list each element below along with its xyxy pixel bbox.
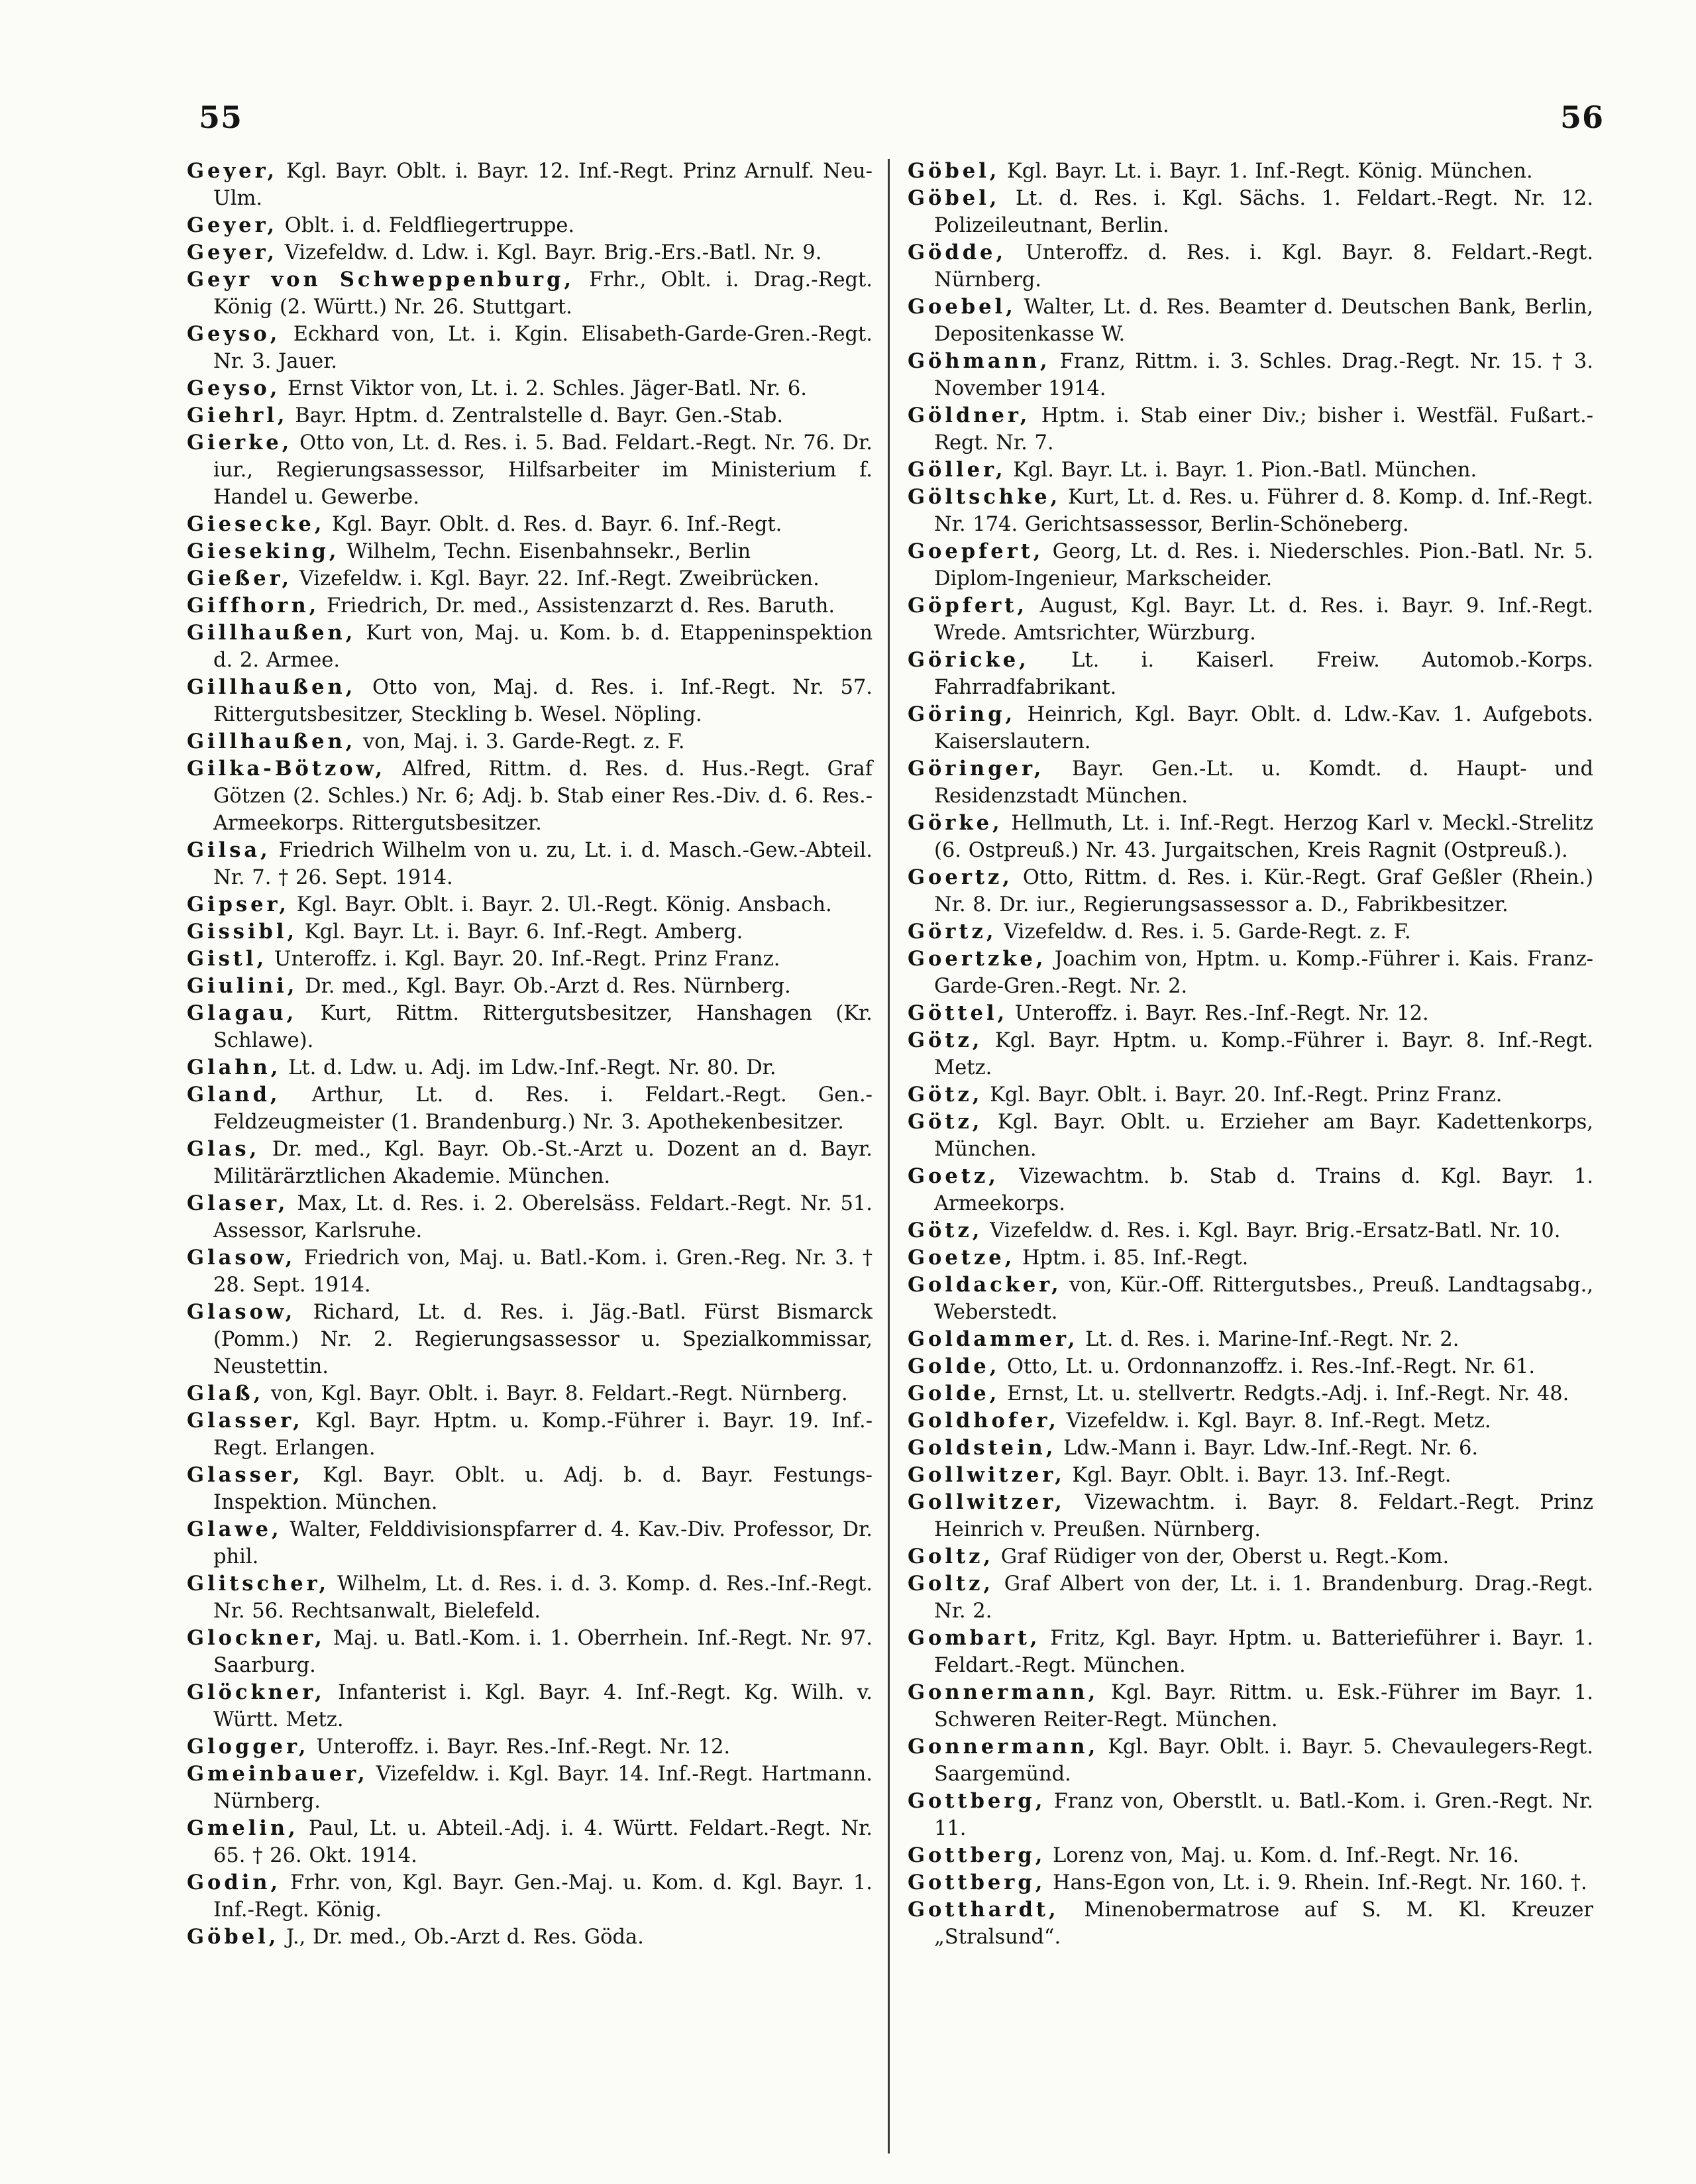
list-item [187, 1136, 873, 1190]
entry-name: Glaser, [187, 1191, 289, 1215]
entry-name: Göbel, [908, 159, 1000, 183]
entry-details: Unteroffz. i. Kgl. Bayr. 20. Inf.-Regt. Prinz Franz. [267, 948, 780, 971]
entry-details: Fritz, Kgl. Bayr. Hptm. u. Batterieführer i. Bayr. 1. Feldart.-Regt. München. [934, 1627, 1593, 1677]
entry-name: Giffhorn, [187, 594, 320, 618]
entry-details: Ernst Viktor von, Lt. i. 2. Schles. Jäger-Batl. Nr. 6. [280, 377, 807, 400]
list-item [908, 647, 1593, 701]
entry-details: Unteroffz. d. Res. i. Kgl. Bayr. 8. Feldart.-Regt. Nürnberg. [934, 241, 1593, 292]
list-item [908, 294, 1593, 348]
entry-name: Gillhaußen, [187, 675, 356, 699]
entry-details: Bayr. Gen.-Lt. u. Komdt. d. Haupt- und Residenzstadt München. [934, 757, 1593, 808]
entry-details: Franz von, Oberstlt. u. Batl.-Kom. i. Gren.-Regt. Nr. 11. [934, 1790, 1593, 1840]
entry-name: Gistl, [187, 947, 268, 971]
list-item [908, 348, 1593, 402]
list-item [908, 402, 1593, 457]
list-item [187, 1244, 873, 1299]
entry-details: Arthur, Lt. d. Res. i. Feldart.-Regt. Gen.-Feldzeugmeister (1. Brandenburg.) Nr. 3. Apothekenbesitzer. [213, 1083, 873, 1134]
entry-details: Kgl. Bayr. Oblt. u. Erzieher am Bayr. Kadettenkorps, München. [934, 1111, 1593, 1161]
entry-name: Gotthardt, [908, 1898, 1059, 1922]
list-item [187, 891, 873, 918]
entry-name: Göhmann, [908, 349, 1051, 373]
list-item [908, 484, 1593, 538]
entry-details: Hans-Egon von, Lt. i. 9. Rhein. Inf.-Regt. Nr. 160. †. [1045, 1871, 1587, 1894]
entry-name: Göricke, [908, 648, 1030, 672]
entry-name: Götz, [908, 1219, 983, 1242]
column-left [187, 158, 873, 1951]
entry-details: Kgl. Bayr. Oblt. i. Bayr. 5. Chevaulegers-Regt. Saargemünd. [934, 1735, 1593, 1786]
entry-name: Geyr von Schweppenburg, [187, 268, 575, 292]
entry-details: Kgl. Bayr. Hptm. u. Komp.-Führer i. Bayr. 8. Inf.-Regt. Metz. [934, 1029, 1593, 1079]
entry-details: Vizefeldw. i. Kgl. Bayr. 14. Inf.-Regt. Hartmann. Nürnberg. [213, 1763, 873, 1813]
entry-details: Otto von, Lt. d. Res. i. 5. Bad. Feldart.-Regt. Nr. 76. Dr. iur., Regierungsassessor, Hilfsarbeiter im Ministerium f. Handel u. Gewerbe. [213, 431, 873, 509]
list-item [908, 755, 1593, 810]
entry-details: Lt. d. Res. i. Marine-Inf.-Regt. Nr. 2. [1078, 1328, 1459, 1351]
list-item [908, 701, 1593, 755]
list-item [908, 1027, 1593, 1081]
entry-name: Gmeinbauer, [187, 1762, 368, 1786]
entry-details: Alfred, Rittm. d. Res. d. Hus.-Regt. Graf Götzen (2. Schles.) Nr. 6; Adj. b. Stab einer Res.-Div. d. 6. Res.-Armeekorps. Rittergutsbesitzer. [213, 757, 873, 835]
entry-details: Ernst, Lt. u. stellvertr. Redgts.-Adj. i. Inf.-Regt. Nr. 48. [1000, 1382, 1569, 1405]
list-item [187, 973, 873, 1000]
entry-details: Franz, Rittm. i. 3. Schles. Drag.-Regt. Nr. 15. † 3. November 1914. [934, 350, 1593, 400]
entry-name: Gland, [187, 1083, 281, 1107]
entry-name: Glasow, [187, 1246, 296, 1270]
entry-details: Walter, Felddivisionspfarrer d. 4. Kav.-Div. Professor, Dr. phil. [213, 1518, 873, 1568]
entry-details: Hptm. i. Stab einer Div.; bisher i. Westfäl. Fußart.-Regt. Nr. 7. [934, 404, 1593, 455]
list-item [187, 239, 873, 266]
entry-name: Goertz, [908, 865, 1013, 889]
list-item [908, 1217, 1593, 1244]
entry-details: Lt. i. Kaiserl. Freiw. Automob.-Korps. Fahrradfabrikant. [934, 649, 1593, 699]
entry-name: Gierke, [187, 431, 293, 455]
entry-name: Göbel, [908, 186, 1000, 210]
list-item [908, 1570, 1593, 1625]
list-item [187, 375, 873, 402]
entry-name: Gottberg, [908, 1789, 1046, 1813]
entry-name: Giulini, [187, 974, 298, 998]
list-item [908, 457, 1593, 484]
entry-name: Glaß, [187, 1382, 264, 1405]
entry-name: Geyer, [187, 241, 278, 264]
list-item [908, 1869, 1593, 1896]
list-item [908, 1896, 1593, 1951]
entry-details: Georg, Lt. d. Res. i. Niederschles. Pion.-Batl. Nr. 5. Diplom-Ingenieur, Markscheider. [934, 540, 1593, 590]
list-item [908, 1435, 1593, 1462]
entry-details: Paul, Lt. u. Abteil.-Adj. i. 4. Württ. Feldart.-Regt. Nr. 65. † 26. Okt. 1914. [213, 1817, 873, 1867]
entry-name: Gilka-Bötzow, [187, 757, 386, 781]
entry-name: Gödde, [908, 241, 1007, 264]
list-item [187, 565, 873, 592]
list-item [187, 1081, 873, 1136]
entry-details: Friedrich Wilhelm von u. zu, Lt. i. d. Masch.-Gew.-Abteil. Nr. 7. † 26. Sept. 1914. [213, 839, 873, 889]
list-item [187, 402, 873, 429]
entry-name: Gilsa, [187, 838, 271, 862]
entry-name: Gipser, [187, 893, 290, 916]
entry-details: Vizefeldw. i. Kgl. Bayr. 8. Inf.-Regt. Metz. [1059, 1409, 1491, 1433]
entry-name: Goldhofer, [908, 1409, 1059, 1433]
entry-details: Max, Lt. d. Res. i. 2. Oberelsäss. Feldart.-Regt. Nr. 51. Assessor, Karlsruhe. [213, 1192, 873, 1242]
list-item [908, 1000, 1593, 1027]
entry-name: Gissibl, [187, 920, 298, 944]
entry-name: Gollwitzer, [908, 1490, 1065, 1514]
entry-name: Glasow, [187, 1300, 296, 1324]
entry-details: Kgl. Bayr. Oblt. i. Bayr. 13. Inf.-Regt. [1065, 1464, 1452, 1487]
entry-details: Oblt. i. d. Feldfliegertruppe. [278, 214, 575, 237]
entry-name: Glawe, [187, 1517, 282, 1541]
entry-name: Glasser, [187, 1463, 303, 1487]
list-item [187, 592, 873, 620]
entry-name: Goldstein, [908, 1436, 1057, 1460]
list-item [187, 1516, 873, 1570]
entry-details: Ldw.-Mann i. Bayr. Ldw.-Inf.-Regt. Nr. 6. [1056, 1437, 1479, 1460]
entry-name: Glitscher, [187, 1572, 330, 1596]
entry-name: Goetz, [908, 1164, 999, 1188]
list-item [908, 1462, 1593, 1489]
entry-details: Vizefeldw. i. Kgl. Bayr. 22. Inf.-Regt. Zweibrücken. [292, 567, 820, 590]
entry-name: Geyso, [187, 376, 281, 400]
list-item [187, 538, 873, 565]
list-item [187, 1380, 873, 1407]
entry-details: Kurt von, Maj. u. Kom. b. d. Etappeninspektion d. 2. Armee. [213, 622, 873, 672]
list-item [187, 212, 873, 239]
entry-name: Gieseking, [187, 539, 340, 563]
list-item [187, 1869, 873, 1924]
entry-details: Kgl. Bayr. Oblt. i. Bayr. 2. Ul.-Regt. König. Ansbach. [290, 893, 832, 916]
list-item [187, 1407, 873, 1462]
list-item [187, 158, 873, 212]
entry-details: Kgl. Bayr. Lt. i. Bayr. 1. Pion.-Batl. München. [1006, 459, 1477, 482]
list-item [187, 429, 873, 511]
entry-details: Vizefeldw. d. Res. i. 5. Garde-Regt. z. F. [996, 920, 1411, 944]
list-item [187, 1190, 873, 1244]
list-item [908, 1407, 1593, 1435]
list-item [187, 266, 873, 321]
entry-name: Goertzke, [908, 947, 1047, 971]
list-item [187, 1570, 873, 1625]
column-divider [888, 159, 890, 2154]
entry-details: Kgl. Bayr. Oblt. i. Bayr. 20. Inf.-Regt. Prinz Franz. [982, 1083, 1503, 1107]
list-item [908, 158, 1593, 185]
entry-name: Golde, [908, 1354, 1000, 1378]
list-item [187, 946, 873, 973]
entry-name: Göltschke, [908, 485, 1061, 509]
entry-details: Graf Rüdiger von der, Oberst u. Regt.-Kom. [994, 1545, 1450, 1568]
list-item [187, 1733, 873, 1761]
entry-name: Göttel, [908, 1001, 1008, 1025]
entry-name: Gombart, [908, 1626, 1041, 1650]
entry-name: Göldner, [908, 404, 1031, 427]
entry-name: Goetze, [908, 1246, 1016, 1270]
entry-details: Kgl. Bayr. Lt. i. Bayr. 6. Inf.-Regt. Amberg. [297, 920, 743, 944]
entry-name: Göring, [908, 702, 1016, 726]
list-item [187, 1815, 873, 1869]
list-item [187, 1299, 873, 1380]
entry-name: Goldacker, [908, 1273, 1062, 1297]
entry-name: Göringer, [908, 757, 1045, 781]
list-item [187, 321, 873, 375]
entry-name: Gießer, [187, 567, 293, 590]
entry-name: Giesecke, [187, 512, 325, 536]
list-item [908, 1109, 1593, 1163]
entry-name: Gillhaußen, [187, 621, 356, 645]
list-item [187, 1679, 873, 1733]
entry-details: Vizewachtm. b. Stab d. Trains d. Kgl. Bayr. 1. Armeekorps. [934, 1165, 1593, 1215]
entry-details: Kurt, Rittm. Rittergutsbesitzer, Hanshagen (Kr. Schlawe). [213, 1002, 873, 1052]
entry-details: Kgl. Bayr. Oblt. i. Bayr. 12. Inf.-Regt. Prinz Arnulf. Neu-Ulm. [213, 160, 873, 210]
list-item [908, 1163, 1593, 1217]
entry-details: Joachim von, Hptm. u. Komp.-Führer i. Kais. Franz-Garde-Gren.-Regt. Nr. 2. [934, 948, 1593, 998]
entry-name: Goldammer, [908, 1327, 1079, 1351]
entry-name: Glas, [187, 1137, 260, 1161]
entry-name: Golde, [908, 1382, 1000, 1405]
entry-details: Kgl. Bayr. Lt. i. Bayr. 1. Inf.-Regt. König. München. [1000, 160, 1533, 183]
entry-name: Goepfert, [908, 539, 1044, 563]
list-item [908, 810, 1593, 864]
entry-name: Gonnermann, [908, 1735, 1099, 1759]
entry-details: Vizefeldw. d. Ldw. i. Kgl. Bayr. Brig.-Ers.-Batl. Nr. 9. [278, 241, 822, 264]
list-item [908, 538, 1593, 592]
entry-details: Graf Albert von der, Lt. i. 1. Brandenburg. Drag.-Regt. Nr. 2. [934, 1572, 1593, 1623]
entry-details: Kgl. Bayr. Oblt. u. Adj. b. d. Bayr. Festungs-Inspektion. München. [213, 1464, 873, 1514]
entry-details: Kgl. Bayr. Oblt. d. Res. d. Bayr. 6. Inf.-Regt. [325, 513, 782, 536]
entry-name: Glöckner, [187, 1680, 325, 1704]
entry-details: Kgl. Bayr. Rittm. u. Esk.-Führer im Bayr. 1. Schweren Reiter-Regt. München. [934, 1681, 1593, 1731]
entry-details: Dr. med., Kgl. Bayr. Ob.-Arzt d. Res. Nürnberg. [297, 975, 791, 998]
list-item [187, 1625, 873, 1679]
entry-name: Giehrl, [187, 404, 288, 427]
entry-details: Richard, Lt. d. Res. i. Jäg.-Batl. Fürst Bismarck (Pomm.) Nr. 2. Regierungsassessor u. Spezialkommissar, Neustettin. [213, 1301, 873, 1378]
list-item [908, 1842, 1593, 1869]
entry-details: Vizefeldw. d. Res. i. Kgl. Bayr. Brig.-Ersatz-Batl. Nr. 10. [982, 1219, 1561, 1242]
entry-details: von, Kür.-Off. Rittergutsbes., Preuß. Landtagsabg., Weberstedt. [934, 1274, 1593, 1324]
entry-details: Walter, Lt. d. Res. Beamter d. Deutschen Bank, Berlin, Depositenkasse W. [934, 296, 1593, 346]
list-item [908, 592, 1593, 647]
entry-details: Eckhard von, Lt. i. Kgin. Elisabeth-Garde-Gren.-Regt. Nr. 3. Jauer. [213, 323, 873, 373]
entry-name: Glogger, [187, 1735, 309, 1759]
entry-name: Geyer, [187, 213, 278, 237]
list-item [187, 1761, 873, 1815]
entry-name: Gollwitzer, [908, 1463, 1065, 1487]
entry-name: Geyer, [187, 159, 278, 183]
entry-name: Gottberg, [908, 1871, 1046, 1894]
entry-name: Goltz, [908, 1572, 994, 1596]
entry-name: Glockner, [187, 1626, 325, 1650]
list-item [187, 755, 873, 837]
entry-name: Göbel, [187, 1925, 280, 1949]
entry-name: Goltz, [908, 1545, 994, 1568]
list-item [908, 1244, 1593, 1272]
entry-details: Friedrich, Dr. med., Assistenzarzt d. Res. Baruth. [319, 594, 835, 618]
entry-details: Heinrich, Kgl. Bayr. Oblt. d. Ldw.-Kav. 1. Aufgebots. Kaiserslautern. [934, 703, 1593, 753]
entry-details: von, Maj. i. 3. Garde-Regt. z. F. [356, 730, 685, 753]
list-item [908, 1380, 1593, 1407]
list-item [187, 1000, 873, 1054]
entry-details: Kurt, Lt. d. Res. u. Führer d. 8. Komp. d. Inf.-Regt. Nr. 174. Gerichtsassessor, Berlin-Schöneberg. [934, 486, 1593, 536]
entry-details: von, Kgl. Bayr. Oblt. i. Bayr. 8. Feldart.-Regt. Nürnberg. [264, 1382, 848, 1405]
list-item [908, 185, 1593, 239]
entry-name: Göller, [908, 458, 1006, 482]
entry-name: Götz, [908, 1083, 983, 1107]
list-item [908, 918, 1593, 946]
entry-details: Infanterist i. Kgl. Bayr. 4. Inf.-Regt. Kg. Wilh. v. Württ. Metz. [213, 1681, 873, 1731]
entry-details: Frhr. von, Kgl. Bayr. Gen.-Maj. u. Kom. d. Kgl. Bayr. 1. Inf.-Regt. König. [213, 1871, 873, 1922]
entry-name: Görtz, [908, 920, 997, 944]
list-item [187, 918, 873, 946]
entry-details: Lorenz von, Maj. u. Kom. d. Inf.-Regt. Nr. 16. [1045, 1844, 1520, 1867]
entry-name: Götz, [908, 1028, 983, 1052]
list-item [187, 511, 873, 538]
entry-details: Frhr., Oblt. i. Drag.-Regt. König (2. Württ.) Nr. 26. Stuttgart. [213, 268, 873, 319]
list-item [187, 1054, 873, 1081]
entry-name: Godin, [187, 1871, 282, 1894]
page-number-left: 55 [199, 99, 243, 135]
list-item [908, 1326, 1593, 1353]
list-item [908, 1733, 1593, 1788]
list-item [908, 1543, 1593, 1570]
entry-name: Gottberg, [908, 1843, 1046, 1867]
list-item [908, 1489, 1593, 1543]
list-item [187, 620, 873, 674]
list-item [187, 674, 873, 728]
entry-name: Glasser, [187, 1409, 303, 1433]
list-item [187, 1462, 873, 1516]
entry-details: Otto von, Maj. d. Res. i. Inf.-Regt. Nr. 57. Rittergutsbesitzer, Steckling b. Wesel. Nöpling. [213, 676, 873, 726]
entry-details: Maj. u. Batl.-Kom. i. 1. Oberrhein. Inf.-Regt. Nr. 97. Saarburg. [213, 1627, 873, 1677]
entry-name: Göpfert, [908, 594, 1028, 618]
list-item [908, 1625, 1593, 1679]
page-number-right: 56 [1560, 99, 1605, 135]
entry-name: Görke, [908, 811, 1003, 835]
entry-details: Bayr. Hptm. d. Zentralstelle d. Bayr. Gen.-Stab. [288, 404, 784, 427]
list-item [908, 1272, 1593, 1326]
entry-name: Gonnermann, [908, 1680, 1099, 1704]
list-item [187, 837, 873, 891]
entry-details: August, Kgl. Bayr. Lt. d. Res. i. Bayr. 9. Inf.-Regt. Wrede. Amtsrichter, Würzburg. [934, 594, 1593, 645]
list-item [908, 864, 1593, 918]
list-item [908, 946, 1593, 1000]
list-item [908, 1081, 1593, 1109]
entry-details: Lt. d. Ldw. u. Adj. im Ldw.-Inf.-Regt. Nr. 80. Dr. [281, 1056, 776, 1079]
entry-name: Glagau, [187, 1001, 297, 1025]
entry-name: Gillhaußen, [187, 730, 356, 753]
entry-details: Minenobermatrose auf S. M. Kl. Kreuzer „Stralsund“. [934, 1898, 1593, 1949]
entry-details: J., Dr. med., Ob.-Arzt d. Res. Göda. [279, 1926, 644, 1949]
column-right [908, 158, 1593, 1951]
entry-details: Vizewachtm. i. Bayr. 8. Feldart.-Regt. Prinz Heinrich v. Preußen. Nürnberg. [934, 1491, 1593, 1541]
entry-details: Lt. d. Res. i. Kgl. Sächs. 1. Feldart.-Regt. Nr. 12. Polizeileutnant, Berlin. [934, 187, 1593, 237]
entry-name: Geyso, [187, 322, 281, 346]
entry-details: Unteroffz. i. Bayr. Res.-Inf.-Regt. Nr. 12. [1008, 1002, 1429, 1025]
list-item [908, 1679, 1593, 1733]
entry-details: Wilhelm, Techn. Eisenbahnsekr., Berlin [339, 540, 751, 563]
list-item [908, 1788, 1593, 1842]
entry-details: Hptm. i. 85. Inf.-Regt. [1015, 1246, 1249, 1270]
entry-name: Goebel, [908, 295, 1016, 319]
entry-details: Otto, Rittm. d. Res. i. Kür.-Regt. Graf Geßler (Rhein.) Nr. 8. Dr. iur., Regierungsassessor a. D., Fabrikbesitzer. [934, 866, 1593, 916]
entry-name: Glahn, [187, 1056, 282, 1079]
list-item [908, 1353, 1593, 1380]
list-item [908, 239, 1593, 294]
entry-details: Wilhelm, Lt. d. Res. i. d. 3. Komp. d. Res.-Inf.-Regt. Nr. 56. Rechtsanwalt, Bielefeld. [213, 1572, 873, 1623]
entry-details: Kgl. Bayr. Hptm. u. Komp.-Führer i. Bayr. 19. Inf.-Regt. Erlangen. [213, 1409, 873, 1460]
list-item [187, 728, 873, 755]
entry-details: Friedrich von, Maj. u. Batl.-Kom. i. Gren.-Reg. Nr. 3. † 28. Sept. 1914. [213, 1246, 873, 1297]
entry-details: Dr. med., Kgl. Bayr. Ob.-St.-Arzt u. Dozent an d. Bayr. Militärärztlichen Akademie. München. [213, 1138, 873, 1188]
entry-details: Hellmuth, Lt. i. Inf.-Regt. Herzog Karl v. Meckl.-Strelitz (6. Ostpreuß.) Nr. 43. Jurgaitschen, Kreis Ragnit (Ostpreuß.). [934, 812, 1593, 862]
entry-name: Gmelin, [187, 1816, 299, 1840]
entry-details: Otto, Lt. u. Ordonnanzoffz. i. Res.-Inf.-Regt. Nr. 61. [1000, 1355, 1536, 1378]
entry-name: Götz, [908, 1110, 983, 1134]
list-item [187, 1924, 873, 1951]
entry-details: Unteroffz. i. Bayr. Res.-Inf.-Regt. Nr. 12. [309, 1735, 731, 1759]
